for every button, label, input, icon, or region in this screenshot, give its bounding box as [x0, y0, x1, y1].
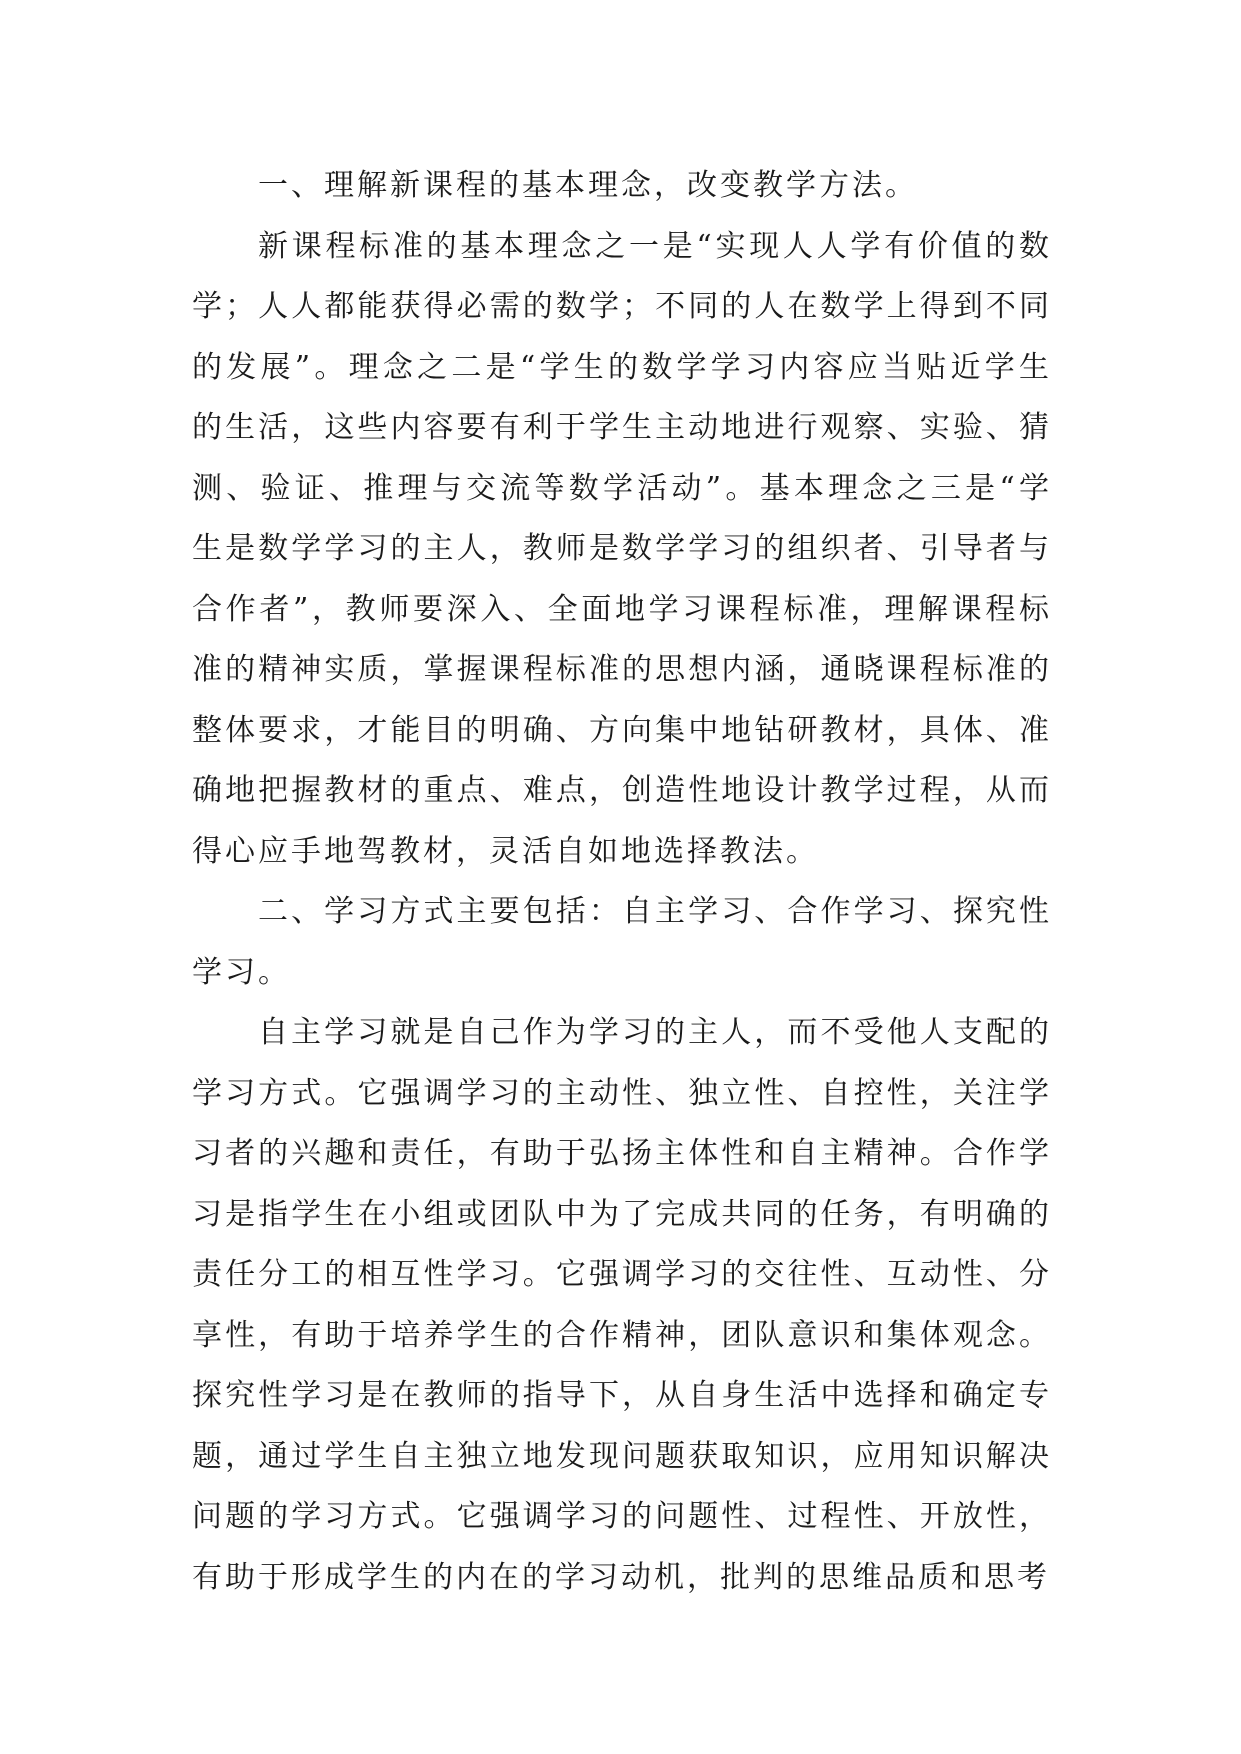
section-heading-2: 二、学习方式主要包括：自主学习、合作学习、探究性学习。 [192, 894, 1052, 990]
body-paragraph-1: 新课程标准的基本理念之一是“实现人人学有价值的数学；人人都能获得必需的数学；不同的人在数学上得到不同的发展”。理念之二是“学生的数学学习内容应当贴近学生的生活，这些内容要有利于学生主动地进行观察、实验、猜测、验证、推理与交流等数学活动”。基本理念之三是“学生是数学学习的主人，教师是数学学习的组织者、引导者与合作者”，教师要深入、全面地学习课程标准，理解课程标准的精神实质，掌握课程标准的思想内涵，通晓课程标准的整体要求，才能目的明确、方向集中地钻研教材，具体、准确地把握教材的重点、难点，创造性地设计教学过程，从而得心应手地驾教材，灵活自如地选择教法。 [192, 228, 1052, 869]
body-paragraph-2: 自主学习就是自己作为学习的主人，而不受他人支配的学习方式。它强调学习的主动性、独立性、自控性，关注学习者的兴趣和责任，有助于弘扬主体性和自主精神。合作学习是指学生在小组或团队中为了完成共同的任务，有明确的责任分工的相互性学习。它强调学习的交往性、互动性、分享性，有助于培养学生的合作精神，团队意识和集体观念。探究性学习是在教师的指导下，从自身生活中选择和确定专题，通过学生自主独立地发现问题获取知识，应用知识解决问题的学习方式。它强调学习的问题性、过程性、开放性，有助于形成学生的内在的学习动机，批判的思维品质和思考 [192, 1015, 1052, 1595]
document-body [192, 156, 1052, 1608]
section-heading-1: 一、理解新课程的基本理念，改变教学方法。 [258, 168, 918, 203]
